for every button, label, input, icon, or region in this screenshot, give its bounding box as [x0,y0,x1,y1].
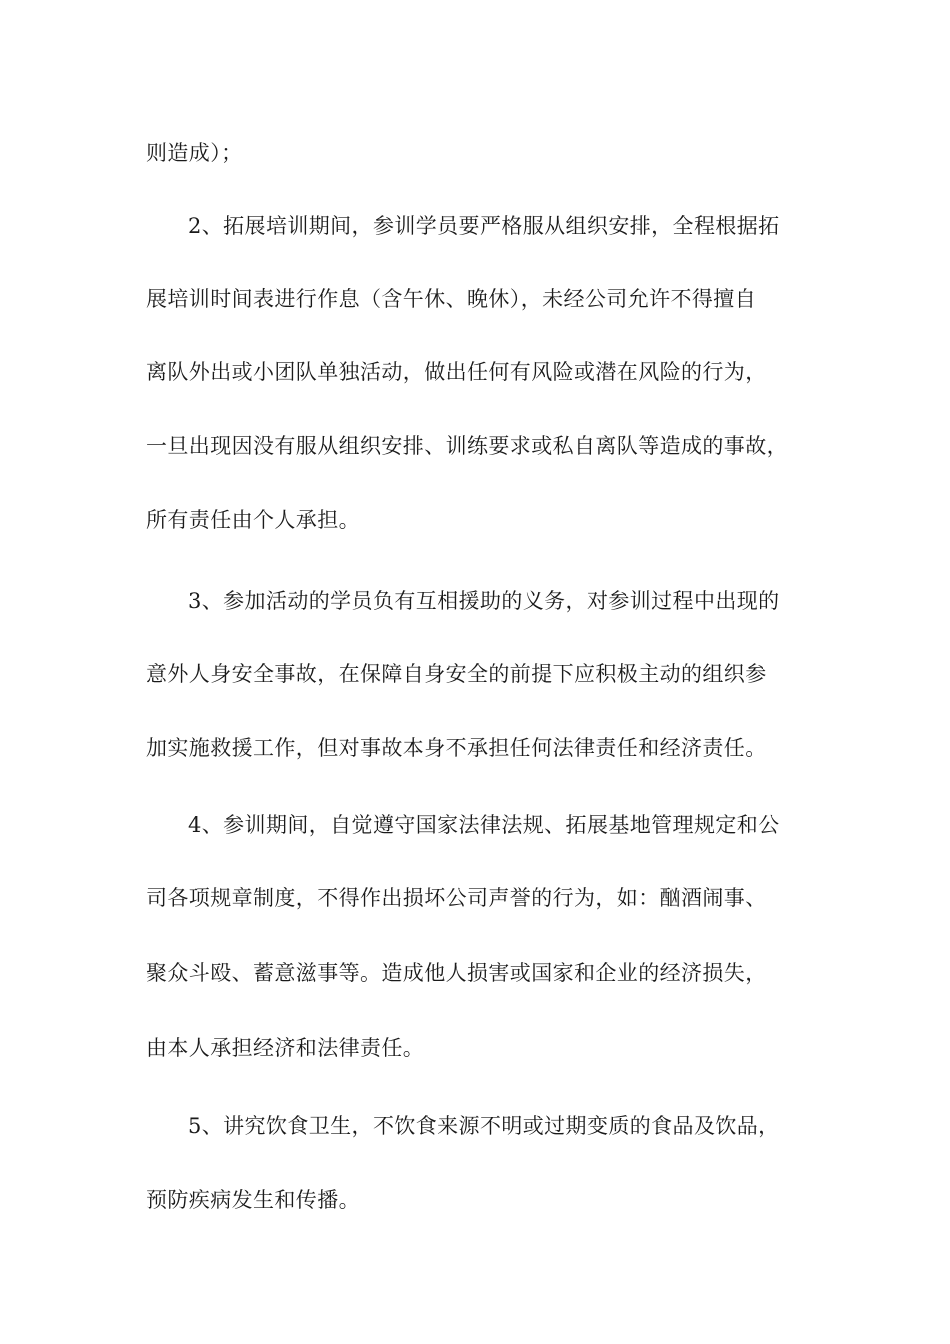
text-line-5: 一旦出现因没有服从组织安排、训练要求或私自离队等造成的事故， [146,434,788,458]
text-line-13: 由本人承担经济和法律责任。 [146,1036,425,1060]
text-line-7: 3、参加活动的学员负有互相援助的义务，对参训过程中出现的 [188,589,780,613]
text-line-2: 2、拓展培训期间，参训学员要严格服从组织安排，全程根据拓 [188,214,780,238]
text-line-8: 意外人身安全事故，在保障自身安全的前提下应积极主动的组织参 [146,662,767,686]
text-line-14: 5、讲究饮食卫生，不饮食来源不明或过期变质的食品及饮品， [188,1114,780,1138]
text-line-6: 所有责任由个人承担。 [146,508,360,532]
text-line-15: 预防疾病发生和传播。 [146,1188,360,1212]
text-line-4: 离队外出或小团队单独活动，做出任何有风险或潜在风险的行为， [146,360,767,384]
text-line-3: 展培训时间表进行作息（含午休、晚休），未经公司允许不得擅自 [146,287,757,311]
text-line-10: 4、参训期间，自觉遵守国家法律法规、拓展基地管理规定和公 [188,813,780,837]
text-line-11: 司各项规章制度，不得作出损坏公司声誉的行为，如：酗酒闹事、 [146,886,767,910]
text-line-1: 则造成）； [146,141,243,165]
text-line-12: 聚众斗殴、蓄意滋事等。造成他人损害或国家和企业的经济损失， [146,961,767,985]
text-line-9: 加实施救援工作，但对事故本身不承担任何法律责任和经济责任。 [146,736,767,760]
